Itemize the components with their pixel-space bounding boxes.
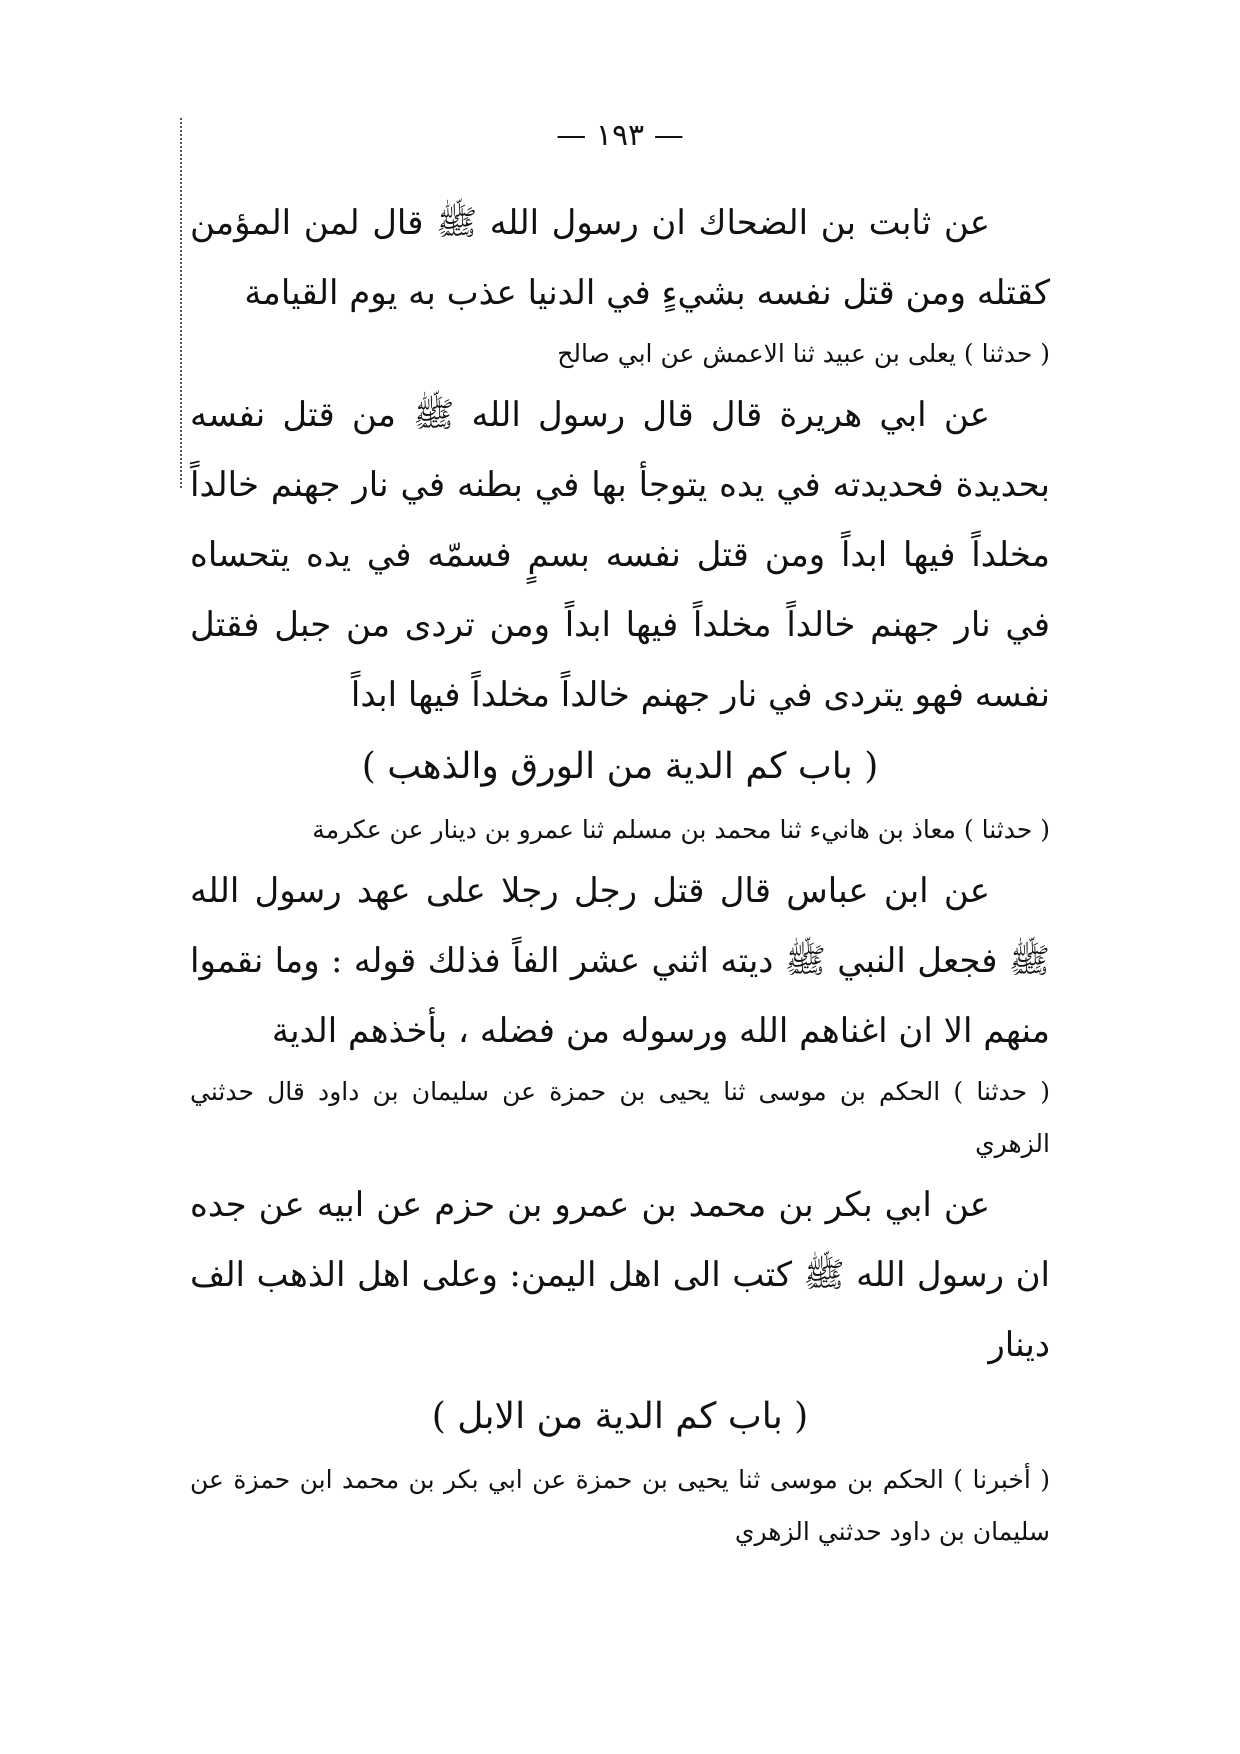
isnad-chain-4: ( أخبرنا ) الحكم بن موسى ثنا يحيى بن حمزة عن ابي بكر بن محمد ابن حمزة عن سليمان بن داود حدثني الزهري <box>190 1465 1050 1546</box>
page-number: — ١٩٣ — <box>556 118 684 153</box>
page-body <box>190 188 1050 1558</box>
hadith-text-4: عن ابي بكر بن محمد بن عمرو بن حزم عن ابيه عن جده ان رسول الله ﷺ كتب الى اهل اليمن: وعلى اهل الذهب الف دينار <box>190 1185 1051 1365</box>
hadith-text-3: عن ابن عباس قال قتل رجل رجلا على عهد رسول الله ﷺ فجعل النبي ﷺ ديته اثني عشر الفاً فذلك قوله : وما نقموا منهم الا ان اغناهم الله ورسوله من فضله ، بأخذهم الدية <box>190 871 1050 1051</box>
isnad-chain-1: ( حدثنا ) يعلى بن عبيد ثنا الاعمش عن ابي صالح <box>557 339 1050 368</box>
margin-rule <box>180 118 182 488</box>
isnad-chain-2: ( حدثنا ) معاذ بن هانيء ثنا محمد بن مسلم ثنا عمرو بن دينار عن عكرمة <box>312 815 1050 844</box>
hadith-text-1: عن ثابت بن الضحاك ان رسول الله ﷺ قال لمن المؤمن كقتله ومن قتل نفسه بشيءٍ في الدنيا عذب به يوم القيامة <box>190 203 1050 313</box>
chapter-heading-2: ( باب كم الدية من الابل ) <box>431 1396 809 1437</box>
chapter-heading-1: ( باب كم الدية من الورق والذهب ) <box>361 746 879 787</box>
isnad-chain-3: ( حدثنا ) الحكم بن موسى ثنا يحيى بن حمزة عن سليمان بن داود قال حدثني الزهري <box>190 1077 1050 1158</box>
hadith-text-2: عن ابي هريرة قال قال رسول الله ﷺ من قتل نفسه بحديدة فحديدته في يده يتوجأ بها في بطنه في نار جهنم خالداً مخلداً فيها ابداً ومن قتل نفسه بسمٍ فسمّه في يده يتحساه في نار جهنم خالداً مخلداً فيها ابداً ومن تردى من جبل فقتل نفسه فهو يتردى في نار جهنم خالداً مخلداً فيها ابداً <box>190 395 1050 715</box>
